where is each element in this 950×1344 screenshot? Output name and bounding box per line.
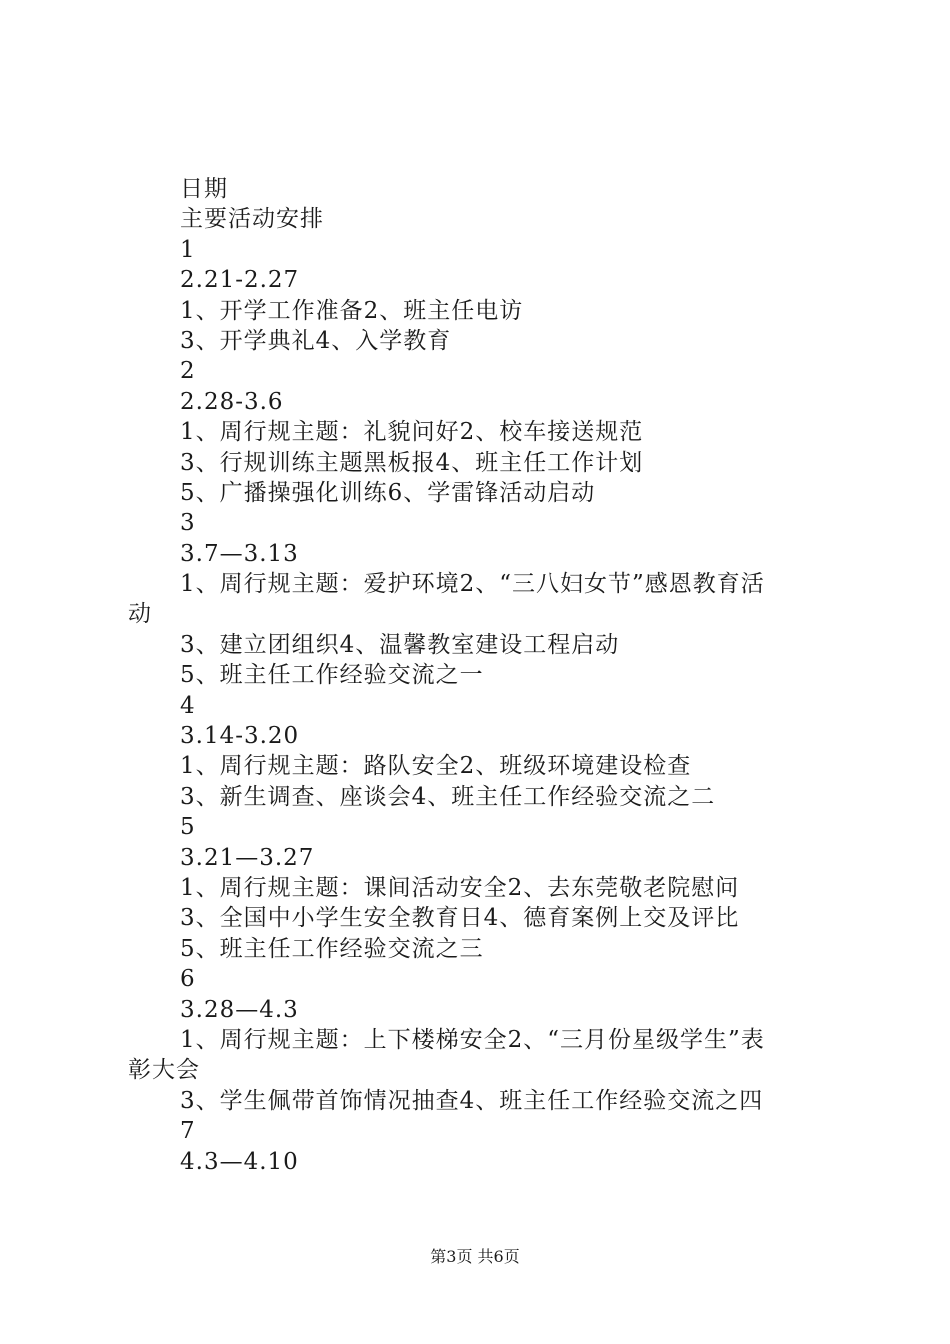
text-line: 主要活动安排 — [180, 206, 324, 233]
text-line: 7 — [180, 1118, 196, 1145]
text-line: 2 — [180, 358, 196, 385]
text-line: 彰大会 — [128, 1057, 200, 1084]
text-line: 4.3—4.10 — [180, 1148, 299, 1175]
text-line: 3 — [180, 510, 196, 537]
text-line: 1、开学工作准备2、班主任电访 — [180, 297, 524, 324]
text-line: 1、周行规主题：礼貌问好2、校车接送规范 — [180, 419, 644, 446]
text-line: 动 — [128, 601, 152, 628]
text-line: 1、周行规主题：路队安全2、班级环境建设检查 — [180, 753, 692, 780]
text-line: 2.21-2.27 — [180, 267, 300, 294]
text-line: 3、学生佩带首饰情况抽查4、班主任工作经验交流之四 — [180, 1087, 764, 1114]
text-line: 5 — [180, 814, 196, 841]
text-line: 5、广播操强化训练6、学雷锋活动启动 — [180, 479, 596, 506]
document-body — [0, 174, 950, 1177]
text-line: 日期 — [180, 176, 228, 202]
text-line: 5、班主任工作经验交流之三 — [180, 935, 484, 962]
text-line: 3、新生调查、座谈会4、班主任工作经验交流之二 — [180, 783, 716, 810]
text-line: 3.14-3.20 — [180, 723, 300, 750]
text-line: 2.28-3.6 — [180, 388, 284, 415]
text-line: 3、全国中小学生安全教育日4、德育案例上交及评比 — [180, 905, 740, 932]
text-line: 3.7—3.13 — [180, 540, 299, 567]
text-line: 3.28—4.3 — [180, 996, 299, 1023]
text-line: 1、周行规主题：上下楼梯安全2、“三月份星级学生”表 — [180, 1026, 765, 1053]
text-line: 1、周行规主题：爱护环境2、“三八妇女节”感恩教育活 — [180, 571, 765, 598]
text-line: 1、周行规主题：课间活动安全2、去东莞敬老院慰问 — [180, 874, 740, 901]
text-line: 3、开学典礼4、入学教育 — [180, 327, 452, 354]
text-line: 3、建立团组织4、温馨教室建设工程启动 — [180, 631, 620, 658]
text-line: 4 — [180, 692, 196, 719]
text-line: 5、班主任工作经验交流之一 — [180, 662, 484, 689]
page-footer: 第3页 共6页 — [430, 1247, 520, 1266]
text-line: 1 — [180, 236, 196, 263]
text-line: 6 — [180, 966, 196, 993]
text-line: 3、行规训练主题黑板报4、班主任工作计划 — [180, 449, 644, 476]
text-line: 3.21—3.27 — [180, 844, 315, 871]
